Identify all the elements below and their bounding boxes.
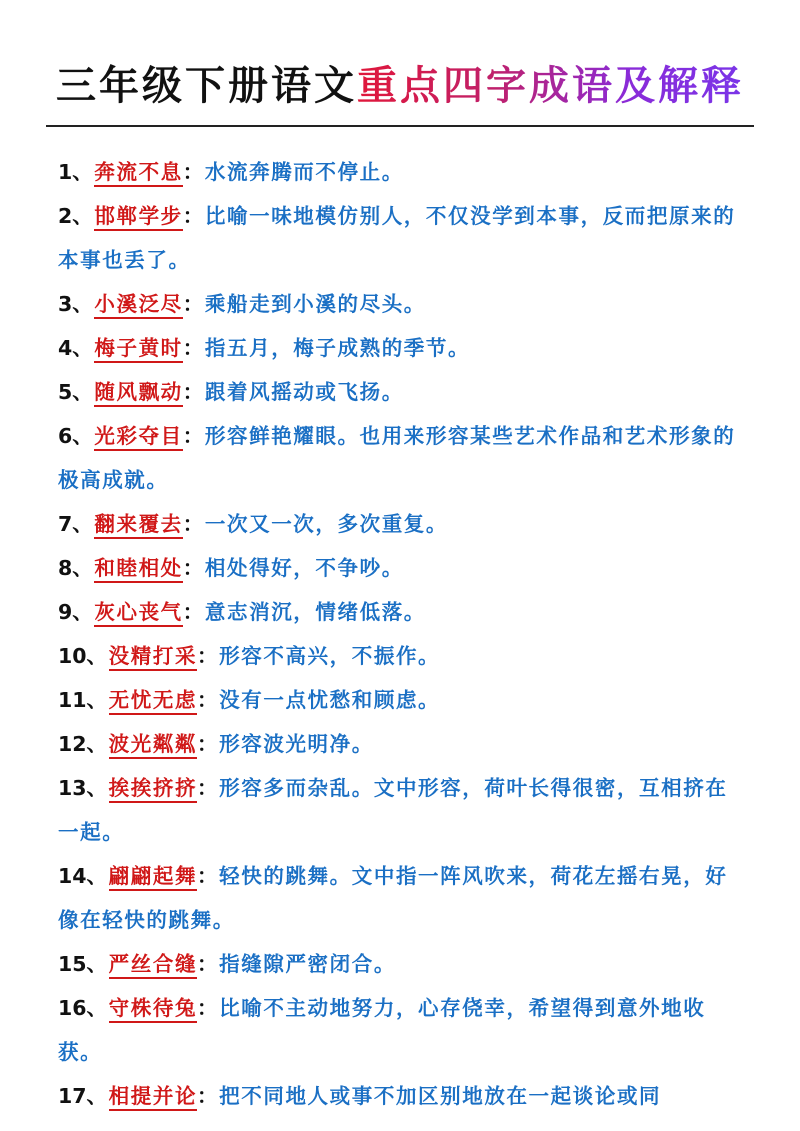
idiom-entry xyxy=(58,766,748,854)
entry-separator: 、 xyxy=(86,644,109,668)
idiom-definition: 轻快的跳舞。文中指一阵风吹来，荷花左摇右晃，好像在轻快的跳舞。 xyxy=(58,864,728,932)
entry-number: 6 xyxy=(58,424,73,448)
entry-colon: ： xyxy=(182,424,205,448)
entry-separator: 、 xyxy=(72,292,95,316)
idiom-term: 光彩夺目 xyxy=(94,424,182,451)
idiom-entry xyxy=(58,370,748,414)
entry-separator: 、 xyxy=(72,204,95,228)
title-topic-part: 重点四字成语及解释 xyxy=(357,63,744,109)
idiom-term: 邯郸学步 xyxy=(94,204,182,231)
entry-colon: ： xyxy=(197,952,220,976)
idiom-definition: 一次又一次，多次重复。 xyxy=(204,512,448,536)
entry-colon: ： xyxy=(197,776,220,800)
idiom-definition: 相处得好，不争吵。 xyxy=(204,556,404,580)
entry-separator: 、 xyxy=(72,556,95,580)
idiom-definition: 形容波光明净。 xyxy=(219,732,374,756)
entry-number: 9 xyxy=(58,600,73,624)
idiom-entry xyxy=(58,326,748,370)
entry-number: 10 xyxy=(58,644,87,668)
idiom-entry xyxy=(58,986,748,1074)
idiom-definition: 形容鲜艳耀眼。也用来形容某些艺术作品和艺术形象的极高成就。 xyxy=(58,424,736,492)
entry-colon: ： xyxy=(197,644,220,668)
entry-separator: 、 xyxy=(72,424,95,448)
entry-separator: 、 xyxy=(72,600,95,624)
entry-number: 11 xyxy=(58,688,87,712)
idiom-term: 灰心丧气 xyxy=(94,600,182,627)
entry-number: 15 xyxy=(58,952,87,976)
idiom-term: 翩翩起舞 xyxy=(109,864,197,891)
idiom-definition: 意志消沉，情绪低落。 xyxy=(204,600,426,624)
page-title xyxy=(0,56,800,116)
entry-number: 7 xyxy=(58,512,73,536)
entry-colon: ： xyxy=(182,292,205,316)
idiom-entry xyxy=(58,722,748,766)
idiom-term: 相提并论 xyxy=(109,1084,197,1111)
title-divider xyxy=(46,125,754,127)
entry-separator: 、 xyxy=(72,336,95,360)
entry-separator: 、 xyxy=(72,512,95,536)
entry-number: 14 xyxy=(58,864,87,888)
entry-colon: ： xyxy=(197,996,220,1020)
idiom-entry xyxy=(58,150,748,194)
idiom-entry xyxy=(58,590,748,634)
idiom-term: 挨挨挤挤 xyxy=(109,776,197,803)
idiom-definition: 指五月，梅子成熟的季节。 xyxy=(204,336,471,360)
entry-separator: 、 xyxy=(86,688,109,712)
idiom-entry xyxy=(58,414,748,502)
entry-number: 3 xyxy=(58,292,73,316)
idiom-entry xyxy=(58,942,748,986)
entry-colon: ： xyxy=(182,600,205,624)
entry-number: 13 xyxy=(58,776,87,800)
idiom-definition: 比喻不主动地努力，心存侥幸，希望得到意外地收获。 xyxy=(58,996,706,1064)
entry-separator: 、 xyxy=(72,160,95,184)
idiom-term: 没精打采 xyxy=(109,644,197,671)
idiom-entry xyxy=(58,282,748,326)
entry-separator: 、 xyxy=(86,732,109,756)
entry-number: 1 xyxy=(58,160,73,184)
entry-separator: 、 xyxy=(86,1084,109,1108)
entry-colon: ： xyxy=(182,204,205,228)
entry-colon: ： xyxy=(197,688,220,712)
entry-separator: 、 xyxy=(72,380,95,404)
entry-colon: ： xyxy=(182,556,205,580)
idiom-definition: 指缝隙严密闭合。 xyxy=(219,952,396,976)
idiom-entry xyxy=(58,1074,748,1118)
entry-colon: ： xyxy=(197,732,220,756)
idiom-definition: 没有一点忧愁和顾虑。 xyxy=(219,688,441,712)
idiom-entry xyxy=(58,546,748,590)
idiom-term: 翻来覆去 xyxy=(94,512,182,539)
entry-number: 17 xyxy=(58,1084,87,1108)
entry-colon: ： xyxy=(197,864,220,888)
entry-colon: ： xyxy=(182,380,205,404)
idiom-term: 随风飘动 xyxy=(94,380,182,407)
entry-number: 8 xyxy=(58,556,73,580)
idiom-term: 波光粼粼 xyxy=(109,732,197,759)
entry-number: 4 xyxy=(58,336,73,360)
idiom-definition: 比喻一味地模仿别人，不仅没学到本事，反而把原来的本事也丢了。 xyxy=(58,204,736,272)
idiom-list xyxy=(58,150,748,1118)
idiom-term: 梅子黄时 xyxy=(94,336,182,363)
idiom-term: 严丝合缝 xyxy=(109,952,197,979)
idiom-entry xyxy=(58,678,748,722)
entry-colon: ： xyxy=(197,1084,220,1108)
idiom-definition: 形容多而杂乱。文中形容，荷叶长得很密，互相挤在一起。 xyxy=(58,776,728,844)
entry-number: 5 xyxy=(58,380,73,404)
entry-separator: 、 xyxy=(86,952,109,976)
entry-number: 12 xyxy=(58,732,87,756)
entry-colon: ： xyxy=(182,336,205,360)
idiom-term: 奔流不息 xyxy=(94,160,182,187)
entry-separator: 、 xyxy=(86,996,109,1020)
idiom-term: 小溪泛尽 xyxy=(94,292,182,319)
idiom-term: 和睦相处 xyxy=(94,556,182,583)
entry-number: 2 xyxy=(58,204,73,228)
idiom-entry xyxy=(58,854,748,942)
idiom-entry xyxy=(58,634,748,678)
idiom-entry xyxy=(58,194,748,282)
title-grade-part: 三年级下册语文 xyxy=(56,63,357,109)
entry-colon: ： xyxy=(182,512,205,536)
idiom-definition: 乘船走到小溪的尽头。 xyxy=(204,292,426,316)
entry-number: 16 xyxy=(58,996,87,1020)
entry-separator: 、 xyxy=(86,776,109,800)
idiom-definition: 水流奔腾而不停止。 xyxy=(204,160,404,184)
idiom-definition: 跟着风摇动或飞扬。 xyxy=(204,380,404,404)
idiom-term: 无忧无虑 xyxy=(109,688,197,715)
entry-colon: ： xyxy=(182,160,205,184)
idiom-definition: 形容不高兴，不振作。 xyxy=(219,644,441,668)
idiom-term: 守株待兔 xyxy=(109,996,197,1023)
idiom-definition: 把不同地人或事不加区别地放在一起谈论或同 xyxy=(219,1084,662,1108)
entry-separator: 、 xyxy=(86,864,109,888)
idiom-entry xyxy=(58,502,748,546)
